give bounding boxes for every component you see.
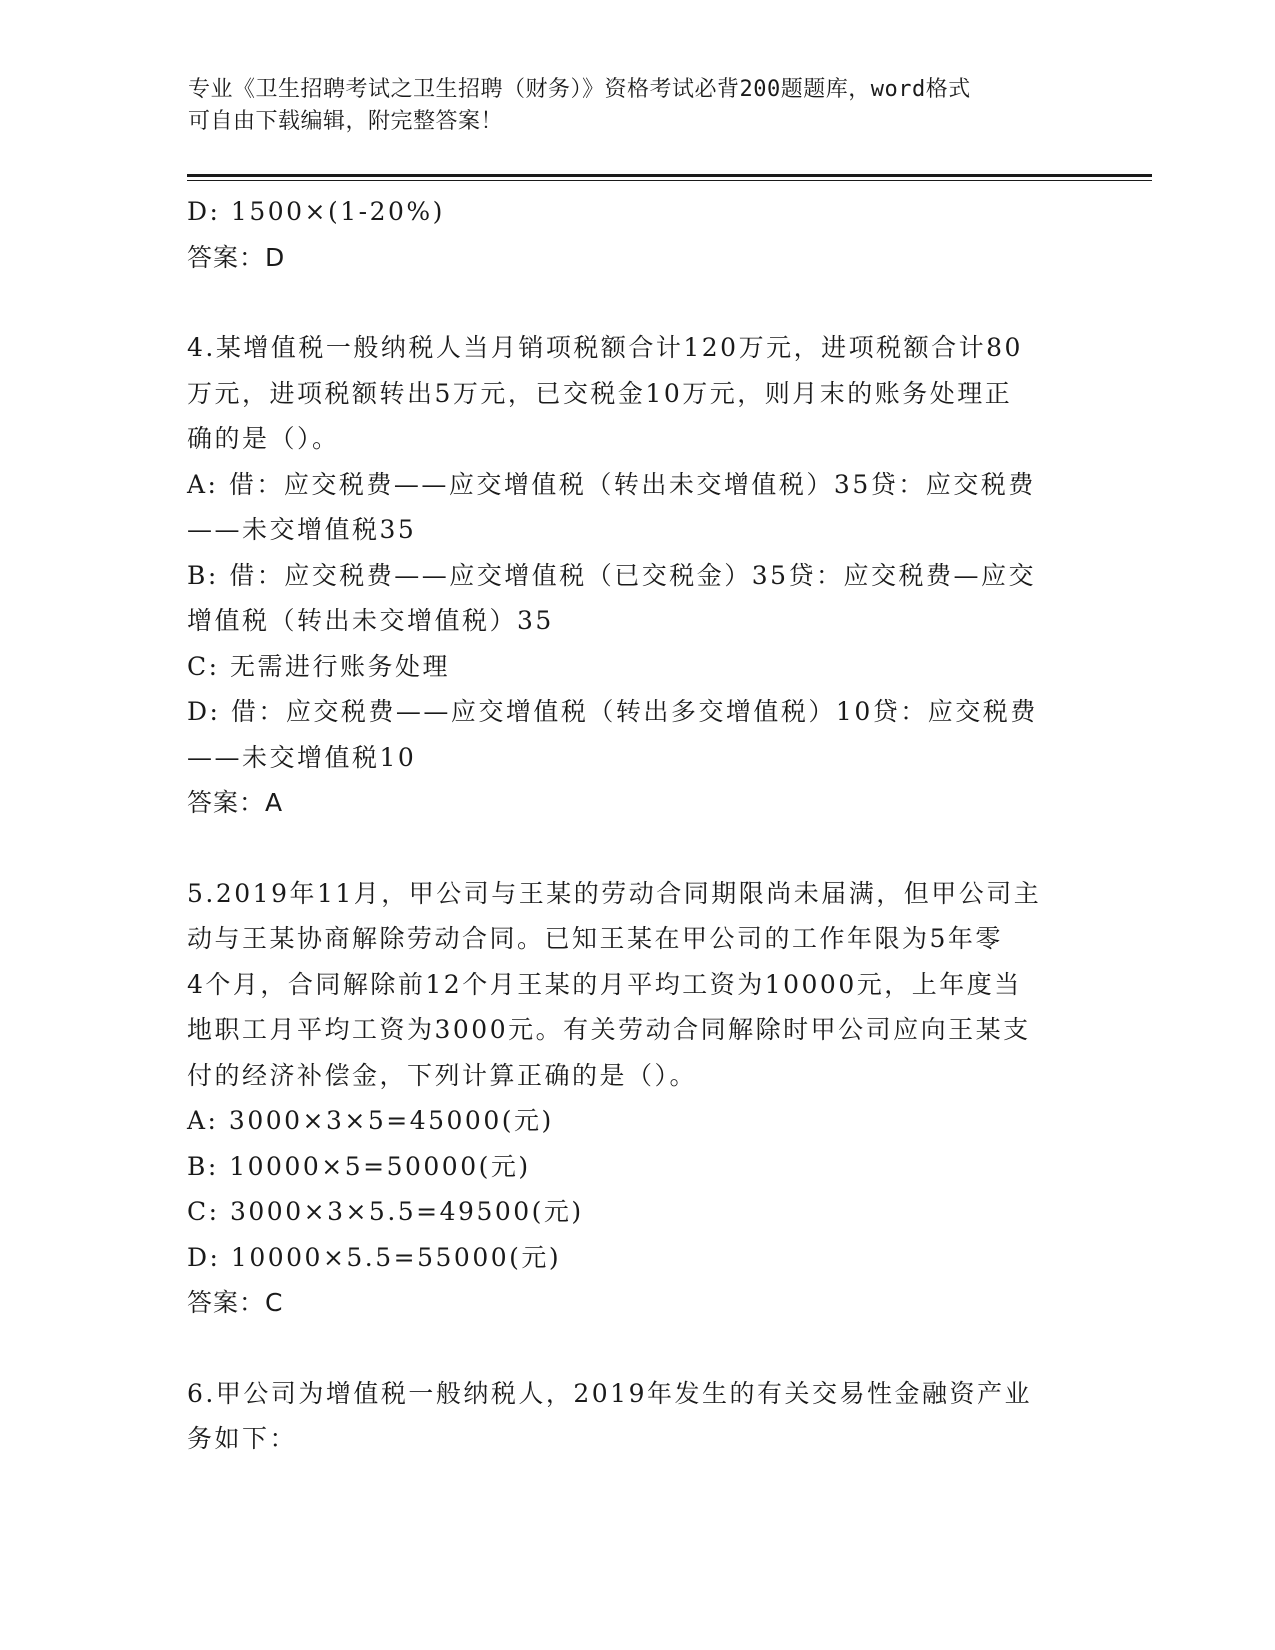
question-stem: 确的是（）。: [187, 424, 340, 453]
document-body: [187, 189, 1087, 1462]
option-a: A: 借：应交税费——应交增值税（转出未交增值税）35贷：应交税费: [187, 469, 1036, 499]
spacer: [187, 1326, 1087, 1371]
question-5: [187, 871, 1087, 1326]
option-a: A: 3000×3×5=45000(元): [187, 1106, 554, 1135]
question-stem: 务如下：: [187, 1424, 298, 1453]
question-stem: 万元，进项税额转出5万元，已交税金10万元，则月末的账务处理正: [187, 378, 1013, 408]
spacer: [187, 826, 1087, 871]
question-4: [187, 325, 1087, 826]
header-line-2: 可自由下载编辑，附完整答案！: [188, 109, 504, 134]
question-stem: 5.2019年11月，甲公司与王某的劳动合同期限尚未届满，但甲公司主: [187, 878, 1042, 908]
question-stem: 4.某增值税一般纳税人当月销项税额合计120万元，进项税额合计80: [187, 333, 1023, 362]
option-c: C: 3000×3×5.5=49500(元): [187, 1197, 584, 1226]
answer-line: 答案：C: [187, 1288, 284, 1317]
answer-line: 答案：A: [187, 788, 284, 817]
option-a-continued: ——未交增值税35: [187, 515, 417, 544]
answer-line: 答案：D: [187, 242, 286, 272]
option-b: B: 借：应交税费——应交增值税（已交税金）35贷：应交税费—应交: [187, 560, 1037, 590]
question-stem: 6.甲公司为增值税一般纳税人，2019年发生的有关交易性金融资产业: [187, 1378, 1032, 1408]
option-d: D: 1500×(1-20%): [187, 197, 445, 226]
option-c: C: 无需进行账务处理: [187, 651, 450, 681]
option-b-continued: 增值税（转出未交增值税）35: [187, 606, 554, 635]
header-divider-thin: [187, 180, 1152, 181]
option-d: D: 借：应交税费——应交增值税（转出多交增值税）10贷：应交税费: [187, 697, 1038, 726]
question-6: [187, 1371, 1087, 1462]
option-d-continued: ——未交增值税10: [187, 742, 417, 772]
option-b: B: 10000×5=50000(元): [187, 1151, 531, 1181]
question-stem: 地职工月平均工资为3000元。有关劳动合同解除时甲公司应向王某支: [187, 1015, 1031, 1044]
question-stem: 4个月，合同解除前12个月王某的月平均工资为10000元，上年度当: [187, 969, 1022, 999]
option-d: D: 10000×5.5=55000(元): [187, 1242, 562, 1272]
header-divider-thick: [187, 174, 1152, 177]
document-header: [188, 74, 1068, 138]
question-stem: 付的经济补偿金，下列计算正确的是（）。: [187, 1060, 698, 1090]
question-stem: 动与王某协商解除劳动合同。已知王某在甲公司的工作年限为5年零: [187, 924, 1003, 953]
spacer: [187, 280, 1087, 325]
previous-question-tail: [187, 189, 1087, 280]
header-line-1: 专业《卫生招聘考试之卫生招聘（财务）》资格考试必背200题题库，word格式: [188, 77, 971, 102]
